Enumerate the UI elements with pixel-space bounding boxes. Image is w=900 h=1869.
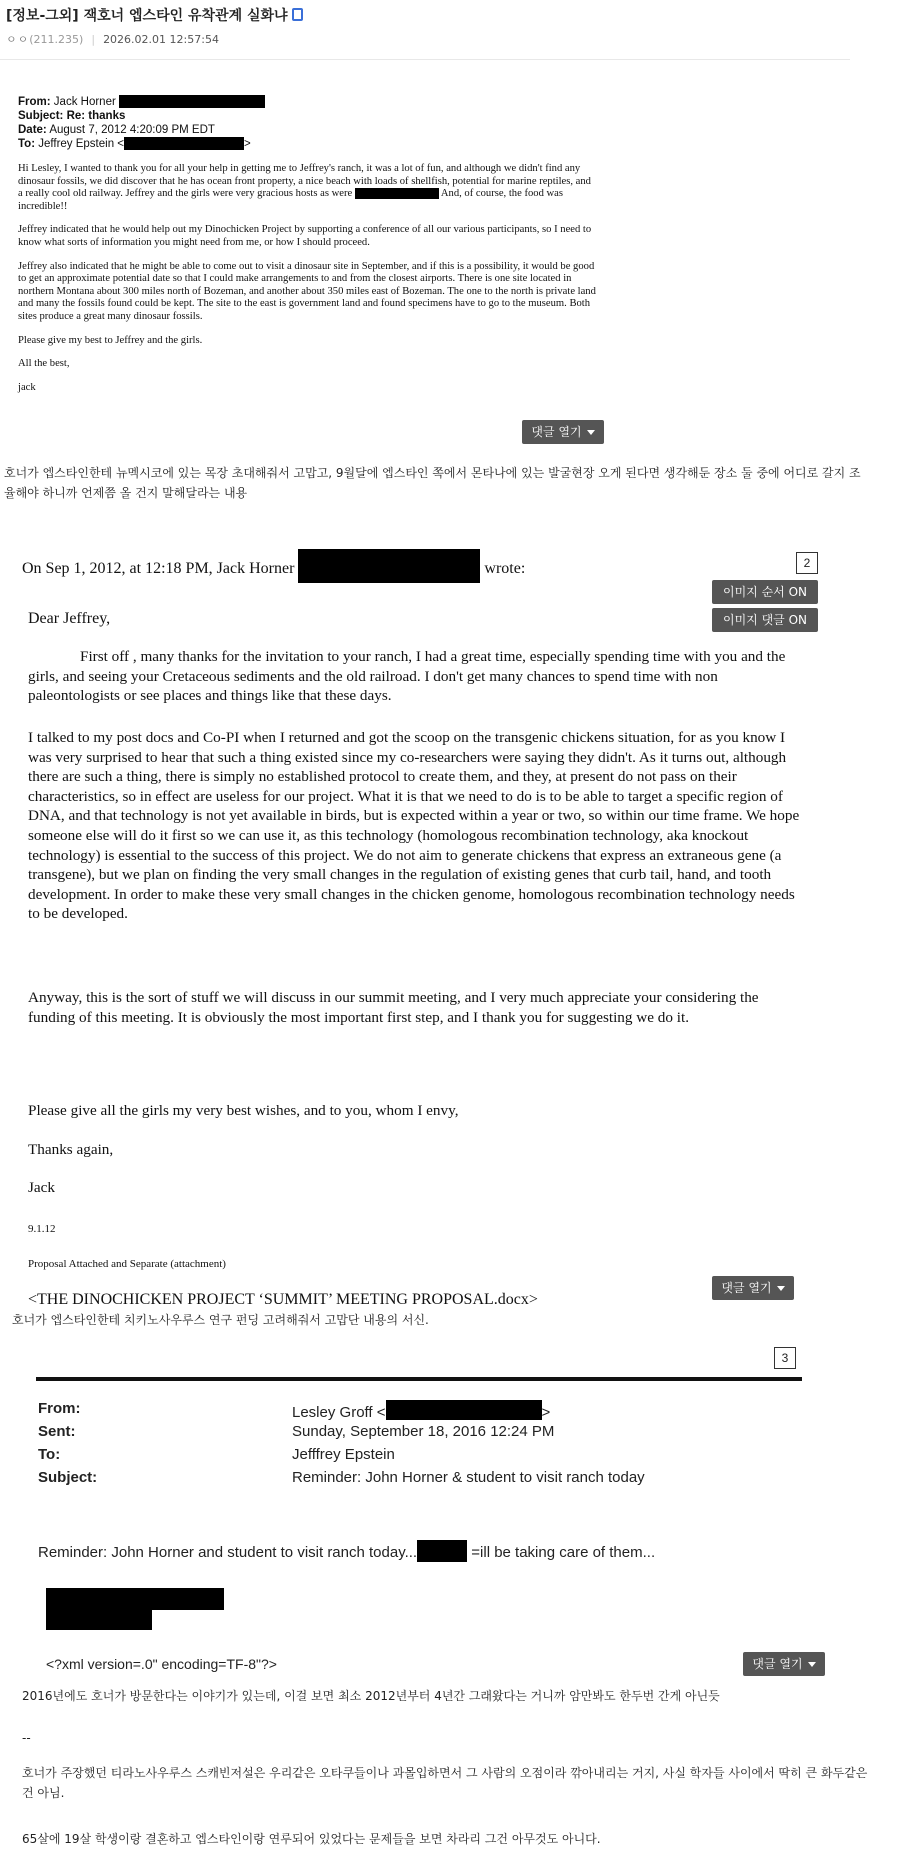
redaction-bar [355,188,439,199]
email2-on-line: On Sep 1, 2012, at 12:18 PM, Jack Horner wrote: [22,549,525,583]
email2-attachment: <THE DINOCHICKEN PROJECT ‘SUMMIT’ MEETING PROPOSAL.docx> [28,1291,538,1308]
email1-paragraph: Jeffrey indicated that he would help out my Dinochicken Project by supporting a conference of all our various participants, so I need to know what sorts of information you might need from me, or how I should proceed. [18,224,592,248]
post-title-text: [정보-그외] 잭호너 엡스타인 유착관계 실화냐 [6,8,288,24]
email2-signature: Jack [28,1179,55,1196]
redaction-bar [46,1588,224,1610]
author-name[interactable]: ㅇㅇ [6,33,30,46]
email2-date: 9.1.12 [28,1223,56,1235]
divider-text: -- [22,1731,31,1745]
email1-signature: jack [18,381,36,393]
email1-paragraph: Jeffrey also indicated that he might be able to come out to visit a dinosaur site in September, and if this is a possibility, it would be good to get an approximate potential date so that I could make arrangements to and from the closest airports. There is one site located in northern Montana about 300 miles north of Bozeman, and another about 350 miles east of Bozeman. The one to the north is private land and many the fossils found could be kept. The site to the east is government land and found specimens have to go to the museum. Both sites produce a great many dinosaur fossils. [18,260,596,322]
body-paragraph-2: 65살에 19살 학생이랑 결혼하고 엡스타인이랑 연루되어 있었다는 문제들을 보면 차라리 그건 아무것도 아니다. [22,1832,601,1846]
email3-from: Lesley Groff < > [292,1400,550,1421]
email2-paragraph: Anyway, this is the sort of stuff we will discuss in our summit meeting, and I very much appreciate your considering the funding of this meeting. It is obviously the most important first step, and I thank you for suggesting we do it. [28,989,759,1026]
redaction-bar [119,95,265,108]
email3-sent: Sunday, September 18, 2016 12:24 PM [292,1423,555,1440]
email3-top-rule [36,1377,802,1381]
redaction-bar [386,1400,542,1420]
email2-paragraph: Please give all the girls my very best wishes, and to you, whom I envy, [28,1102,459,1119]
post-meta [6,31,219,47]
image-number-badge: 3 [774,1347,796,1369]
email1-paragraph: All the best, [18,358,70,370]
redaction-bar [124,137,244,150]
open-comments-button[interactable]: 댓글 열기 [522,420,604,444]
email1-paragraph: Hi Lesley, I wanted to thank you for all your help in getting me to Jeffrey's ranch, it was a lot of fun, and although we didn't find any dinosaur fossils, we did discover that he has ocean front property, a nice beach with loads of shellfish, potential for marine reptiles, and a really cool old railway. Jeffrey and the girls were very gracious hosts as were And, of course, the food was incredible!! [18,163,591,212]
email2-paragraph: Thanks again, [28,1141,114,1158]
email3-body: Reminder: John Horner and student to visit ranch today... =ill be taking care of them... [38,1540,655,1562]
post-title [6,5,303,25]
image-comments-toggle[interactable]: 이미지 댓글 ON [712,608,818,632]
caret-down-icon [808,1662,816,1667]
caret-down-icon [777,1286,785,1291]
email2-attachment-note: Proposal Attached and Separate (attachment) [28,1258,226,1270]
email3-subject: Reminder: John Horner & student to visit ranch today [292,1469,645,1486]
caption-2: 호너가 엡스타인한테 치키노사우루스 연구 펀딩 고려해줘서 고맙단 내용의 서신. [12,1313,429,1327]
open-comments-button[interactable]: 댓글 열기 [712,1276,794,1300]
email-image-1 [18,95,598,394]
caret-down-icon [587,430,595,435]
redaction-bar [46,1608,152,1630]
email2-greeting: Dear Jeffrey, [28,610,111,627]
email-image-3: From: Lesley Groff < > Sent: Sunday, September 18, 2016 12:24 PM To: Jefffrey Epstein Subject: Reminder: John Horner & student to visit ranch today Reminder: John Horner and student to visit ranch today... =ill be taking care of them... <?xml version=.0" encoding=TF-8"?> [34,1400,814,1670]
email1-paragraph: Please give my best to Jeffrey and the girls. [18,334,203,346]
redaction-bar [298,549,480,583]
post-date: 2026.02.01 12:57:54 [103,33,219,46]
image-number-badge: 2 [796,552,818,574]
redaction-bar [417,1540,467,1562]
email3-to: Jefffrey Epstein [292,1446,395,1463]
email3-xml: <?xml version=.0" encoding=TF-8"?> [46,1656,277,1672]
email2-paragraph: I talked to my post docs and Co-PI when I returned and got the scoop on the transgenic chickens situation, for as you know I was very surprised to hear that such a thing existed since my co-researchers were saying they didn't. As it turns out, although there are such a thing, there is simply no established protocol to create them, and they, at present do not pass on their characteristics, so in effect are useless for our project. What it is that we need to do is to be able to target a specific region of DNA, and that technology is not yet available in birds, but is expected within a year or two, so within our time frame. We hope someone else will do it first so we can use it, as this technology (homologous recombination technology, aka knockout technology) is essential to the success of this project. We do not aim to generate chickens that express an extraneous gene (a transgene), but we plan on finding the very small changes in the regulation of existing genes that curb tail, hand, and tooth development. In order to make these very small changes in the chicken genome, homologous recombination technology needs to be developed. [28,729,800,923]
post-header [0,0,850,60]
mobile-icon [292,8,303,21]
image-order-toggle[interactable]: 이미지 순서 ON [712,580,818,604]
meta-divider: | [91,33,96,46]
caption-3: 2016년에도 호너가 방문한다는 이야기가 있는데, 이걸 보면 최소 2012년부터 4년간 그래왔다는 거니까 암만봐도 한두번 간게 아닌듯 [22,1686,882,1706]
author-ip: (211.235) [29,33,84,46]
open-comments-button[interactable]: 댓글 열기 [743,1652,825,1676]
body-paragraph-1: 호너가 주장했던 티라노사우루스 스캐빈저설은 우리같은 오타쿠들이나 과몰입하면서 그 사람의 오점이라 깎아내리는 거지, 사실 학자들 사이에서 딱히 큰 화두같은 건 아님. [22,1766,868,1800]
email2-paragraph: First off , many thanks for the invitation to your ranch, I had a great time, especially spending time with you and the girls, and seeing your Cretaceous sediments and the old railroad. I don't get many chances to spend time with non paleontologists or see places and things like that these days. [28,648,786,705]
caption-1: 호너가 엡스타인한테 뉴멕시코에 있는 목장 초대해줘서 고맙고, 9월달에 엡스타인 쪽에서 몬타나에 있는 발굴현장 오게 된다면 생각해둔 장소 둘 중에 어디로 갈지 조율해야 하니까 언제쯤 올 건지 말해달라는 내용 [4,466,861,500]
email1-header: From: Jack Horner Subject: Re: thanks Date: August 7, 2012 4:20:09 PM EDT To: Jeffrey Epstein < > [18,95,598,151]
